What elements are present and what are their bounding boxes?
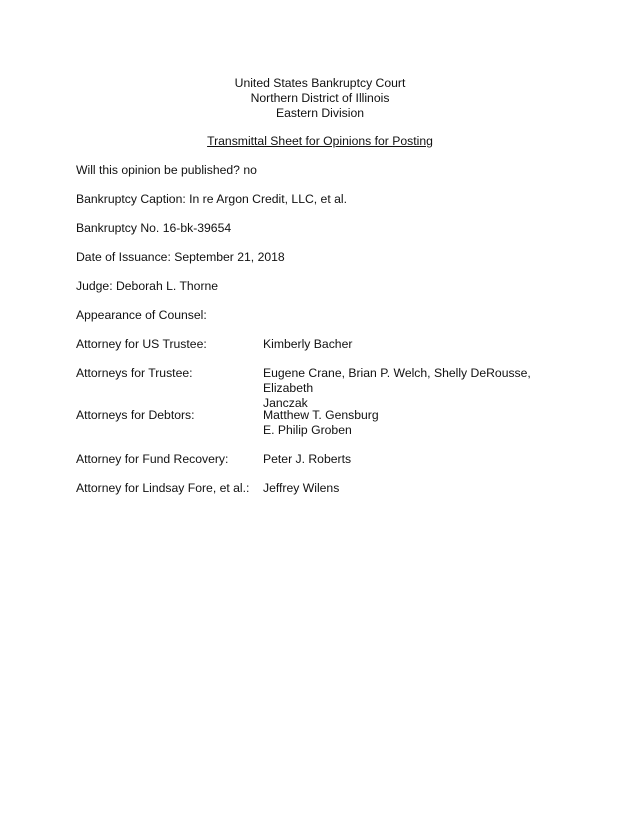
counsel-name: E. Philip Groben — [263, 423, 352, 437]
issuance-date-field: Date of Issuance: September 21, 2018 — [76, 250, 285, 264]
counsel-label: Attorney for US Trustee: — [76, 337, 207, 351]
counsel-name: Peter J. Roberts — [263, 452, 352, 466]
caption-field: Bankruptcy Caption: In re Argon Credit, LLC, et al. — [76, 192, 347, 206]
counsel-names — [263, 408, 573, 438]
division-name: Eastern Division — [275, 106, 365, 120]
counsel-name: Eugene Crane, Brian P. Welch, Shelly DeRousse, Elizabeth — [263, 366, 531, 395]
court-header — [0, 76, 640, 121]
judge-field: Judge: Deborah L. Thorne — [76, 279, 219, 293]
counsel-label: Attorney for Lindsay Fore, et al.: — [76, 481, 250, 495]
counsel-names — [263, 337, 573, 352]
published-field: Will this opinion be published? no — [76, 163, 257, 177]
counsel-label: Attorneys for Trustee: — [76, 366, 193, 380]
counsel-names — [263, 481, 573, 496]
case-number-field: Bankruptcy No. 16-bk-39654 — [76, 221, 232, 235]
counsel-names — [263, 452, 573, 467]
counsel-label: Attorney for Fund Recovery: — [76, 452, 229, 466]
counsel-name: Janczak — [263, 396, 308, 410]
counsel-name: Jeffrey Wilens — [263, 481, 340, 495]
counsel-name: Kimberly Bacher — [263, 337, 353, 351]
counsel-names — [263, 366, 573, 411]
counsel-label: Attorneys for Debtors: — [76, 408, 195, 422]
appearance-heading: Appearance of Counsel: — [76, 308, 207, 322]
document-title: Transmittal Sheet for Opinions for Posting — [207, 134, 433, 148]
court-name: United States Bankruptcy Court — [234, 76, 406, 90]
district-name: Northern District of Illinois — [250, 91, 390, 105]
counsel-name: Matthew T. Gensburg — [263, 408, 379, 422]
